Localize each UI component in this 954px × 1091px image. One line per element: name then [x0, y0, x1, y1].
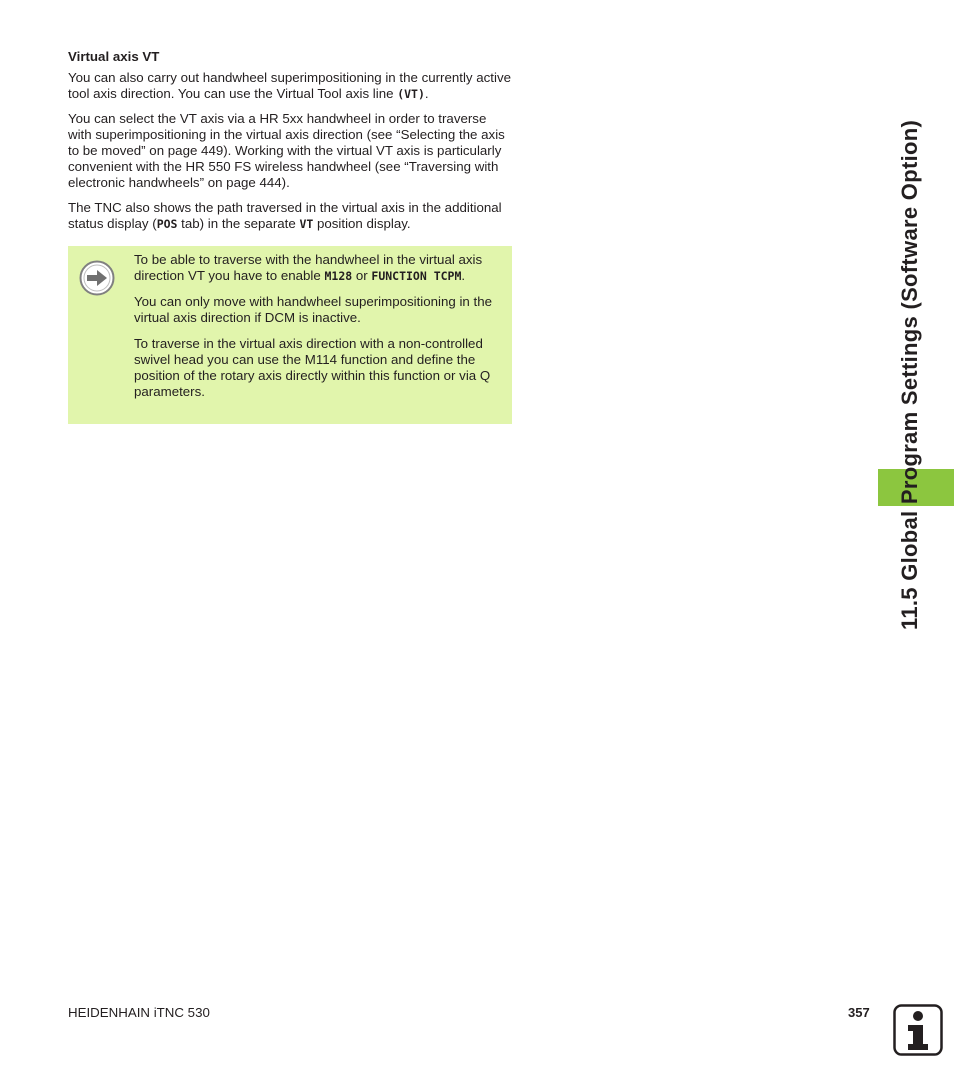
- paragraph-1: [68, 70, 512, 102]
- note-paragraph-1-text: To be able to traverse with the handwheel in the virtual axis direction VT you have to enable: [134, 252, 483, 283]
- code-m128: M128: [324, 269, 353, 283]
- paragraph-3-end: position display.: [313, 216, 411, 231]
- paragraph-1-end: .: [424, 86, 429, 101]
- main-content: [68, 49, 512, 241]
- note-paragraph-1-middle: or: [352, 268, 372, 283]
- code-function-tcpm: FUNCTION TCPM: [371, 269, 462, 283]
- chapter-title-text: 11.5 Global Program Settings (Software Option): [897, 119, 922, 630]
- note-box: [68, 246, 512, 424]
- footer-product: HEIDENHAIN iTNC 530: [68, 1005, 210, 1020]
- paragraph-2: You can select the VT axis via a HR 5xx handwheel in order to traverse with superimpositioning in the virtual axis direction (see “Selecting the axis to be moved” on page 449). Working with the virtual VT axis is particularly convenient with the HR 550 FS wireless handwheel (see “Traversing with electronic handwheels” on page 444).: [68, 111, 505, 190]
- note-paragraph-3: To traverse in the virtual axis direction with a non-controlled swivel head you can use the M114 function and define the position of the rotary axis directly within this function or via Q parameters.: [134, 336, 491, 399]
- paragraph-3-middle: tab) in the separate: [177, 216, 300, 231]
- paragraph-1-text: You can also carry out handwheel superimpositioning in the currently active tool axis direction. You can use the Virtual Tool axis line: [68, 70, 511, 101]
- arrow-right-icon: [79, 260, 115, 296]
- code-vt-display: VT: [299, 217, 314, 231]
- code-vt: (VT): [397, 87, 425, 101]
- code-pos: POS: [156, 217, 178, 231]
- paragraph-3-text: The TNC also shows the path traversed in the virtual axis in the additional status display (: [68, 200, 502, 231]
- note-paragraph-2: You can only move with handwheel superimpositioning in the virtual axis direction if DCM is inactive.: [134, 294, 493, 325]
- note-paragraph-1: [134, 252, 504, 284]
- section-heading: Virtual axis VT: [68, 49, 160, 64]
- info-icon: [893, 1004, 943, 1056]
- page-number: 357: [848, 1005, 870, 1020]
- note-paragraph-1-end: .: [461, 268, 466, 283]
- paragraph-3: [68, 200, 512, 232]
- note-text: [134, 252, 504, 410]
